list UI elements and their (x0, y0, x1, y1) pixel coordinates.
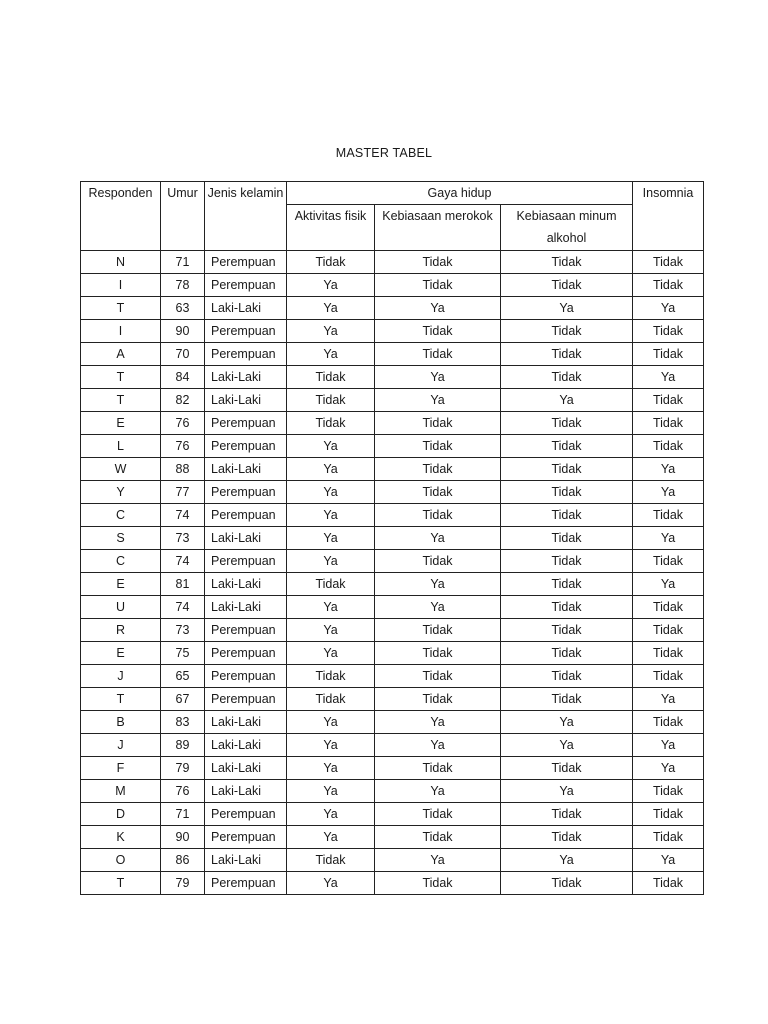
cell-insomnia: Ya (633, 688, 704, 711)
cell-insomnia: Tidak (633, 412, 704, 435)
table-row (81, 343, 704, 366)
table-row (81, 849, 704, 872)
cell-alcohol: Tidak (501, 435, 633, 458)
cell-physical-activity: Ya (287, 711, 375, 734)
cell-respondent: W (81, 458, 161, 481)
cell-gender: Laki-Laki (205, 573, 287, 596)
table-row (81, 734, 704, 757)
cell-insomnia: Ya (633, 481, 704, 504)
cell-smoking: Tidak (375, 642, 501, 665)
cell-smoking: Tidak (375, 320, 501, 343)
cell-smoking: Tidak (375, 412, 501, 435)
cell-smoking: Ya (375, 366, 501, 389)
cell-smoking: Tidak (375, 688, 501, 711)
table-row (81, 550, 704, 573)
cell-alcohol: Tidak (501, 688, 633, 711)
table-row (81, 527, 704, 550)
cell-physical-activity: Ya (287, 274, 375, 297)
cell-alcohol: Tidak (501, 665, 633, 688)
header-physical-activity: Aktivitas fisik (287, 205, 375, 251)
cell-physical-activity: Tidak (287, 251, 375, 274)
cell-age: 67 (161, 688, 205, 711)
cell-age: 79 (161, 757, 205, 780)
cell-respondent: E (81, 573, 161, 596)
cell-insomnia: Tidak (633, 343, 704, 366)
table-row (81, 573, 704, 596)
cell-physical-activity: Ya (287, 504, 375, 527)
cell-gender: Laki-Laki (205, 527, 287, 550)
cell-respondent: C (81, 550, 161, 573)
cell-insomnia: Ya (633, 734, 704, 757)
cell-age: 71 (161, 803, 205, 826)
cell-insomnia: Ya (633, 527, 704, 550)
header-lifestyle: Gaya hidup (287, 182, 633, 205)
cell-smoking: Ya (375, 596, 501, 619)
cell-age: 88 (161, 458, 205, 481)
cell-alcohol: Tidak (501, 550, 633, 573)
cell-smoking: Tidak (375, 872, 501, 895)
cell-age: 79 (161, 872, 205, 895)
cell-smoking: Tidak (375, 458, 501, 481)
cell-physical-activity: Ya (287, 757, 375, 780)
cell-gender: Laki-Laki (205, 734, 287, 757)
cell-gender: Perempuan (205, 343, 287, 366)
cell-smoking: Ya (375, 573, 501, 596)
cell-respondent: E (81, 642, 161, 665)
cell-insomnia: Tidak (633, 550, 704, 573)
cell-physical-activity: Ya (287, 619, 375, 642)
cell-physical-activity: Ya (287, 527, 375, 550)
cell-insomnia: Tidak (633, 389, 704, 412)
cell-insomnia: Tidak (633, 780, 704, 803)
cell-insomnia: Ya (633, 297, 704, 320)
cell-smoking: Tidak (375, 826, 501, 849)
cell-gender: Perempuan (205, 642, 287, 665)
cell-alcohol: Tidak (501, 366, 633, 389)
cell-gender: Laki-Laki (205, 458, 287, 481)
cell-respondent: L (81, 435, 161, 458)
cell-respondent: N (81, 251, 161, 274)
cell-physical-activity: Ya (287, 780, 375, 803)
table-row (81, 872, 704, 895)
cell-insomnia: Tidak (633, 504, 704, 527)
cell-age: 77 (161, 481, 205, 504)
cell-respondent: K (81, 826, 161, 849)
header-alcohol: Kebiasaan minum alkohol (501, 205, 633, 251)
cell-gender: Perempuan (205, 251, 287, 274)
cell-insomnia: Ya (633, 849, 704, 872)
cell-physical-activity: Ya (287, 734, 375, 757)
cell-age: 74 (161, 596, 205, 619)
cell-gender: Laki-Laki (205, 297, 287, 320)
cell-alcohol: Tidak (501, 573, 633, 596)
cell-alcohol: Ya (501, 297, 633, 320)
cell-insomnia: Ya (633, 573, 704, 596)
cell-alcohol: Tidak (501, 527, 633, 550)
table-row (81, 412, 704, 435)
cell-smoking: Tidak (375, 435, 501, 458)
cell-respondent: F (81, 757, 161, 780)
table-row (81, 481, 704, 504)
table-row (81, 596, 704, 619)
cell-smoking: Tidak (375, 803, 501, 826)
cell-respondent: M (81, 780, 161, 803)
cell-smoking: Ya (375, 389, 501, 412)
table-row (81, 642, 704, 665)
cell-gender: Laki-Laki (205, 757, 287, 780)
table-row (81, 757, 704, 780)
cell-alcohol: Tidak (501, 642, 633, 665)
cell-alcohol: Ya (501, 780, 633, 803)
cell-insomnia: Tidak (633, 872, 704, 895)
cell-insomnia: Ya (633, 458, 704, 481)
cell-respondent: E (81, 412, 161, 435)
cell-smoking: Tidak (375, 343, 501, 366)
cell-age: 78 (161, 274, 205, 297)
table-row (81, 780, 704, 803)
cell-physical-activity: Ya (287, 343, 375, 366)
cell-respondent: T (81, 872, 161, 895)
cell-respondent: I (81, 274, 161, 297)
cell-physical-activity: Ya (287, 435, 375, 458)
header-smoking: Kebiasaan merokok (375, 205, 501, 251)
table-row (81, 366, 704, 389)
cell-alcohol: Tidak (501, 872, 633, 895)
header-age: Umur (161, 182, 205, 251)
cell-alcohol: Tidak (501, 826, 633, 849)
cell-age: 75 (161, 642, 205, 665)
cell-physical-activity: Ya (287, 596, 375, 619)
cell-age: 76 (161, 780, 205, 803)
header-gender: Jenis kelamin (205, 182, 287, 251)
cell-age: 82 (161, 389, 205, 412)
cell-physical-activity: Tidak (287, 412, 375, 435)
cell-smoking: Ya (375, 527, 501, 550)
cell-age: 84 (161, 366, 205, 389)
cell-respondent: B (81, 711, 161, 734)
cell-respondent: C (81, 504, 161, 527)
table-body (81, 251, 704, 895)
cell-alcohol: Tidak (501, 458, 633, 481)
cell-insomnia: Tidak (633, 320, 704, 343)
cell-gender: Perempuan (205, 550, 287, 573)
cell-age: 71 (161, 251, 205, 274)
cell-respondent: T (81, 389, 161, 412)
header-insomnia: Insomnia (633, 182, 704, 251)
cell-insomnia: Tidak (633, 711, 704, 734)
cell-smoking: Tidak (375, 550, 501, 573)
cell-physical-activity: Ya (287, 458, 375, 481)
cell-alcohol: Tidak (501, 481, 633, 504)
cell-respondent: S (81, 527, 161, 550)
cell-alcohol: Tidak (501, 596, 633, 619)
cell-respondent: Y (81, 481, 161, 504)
cell-age: 76 (161, 412, 205, 435)
cell-physical-activity: Ya (287, 872, 375, 895)
cell-physical-activity: Tidak (287, 849, 375, 872)
cell-physical-activity: Tidak (287, 688, 375, 711)
cell-alcohol: Tidak (501, 412, 633, 435)
cell-gender: Perempuan (205, 688, 287, 711)
cell-age: 86 (161, 849, 205, 872)
cell-age: 83 (161, 711, 205, 734)
cell-respondent: O (81, 849, 161, 872)
cell-respondent: A (81, 343, 161, 366)
cell-respondent: T (81, 297, 161, 320)
cell-age: 89 (161, 734, 205, 757)
cell-smoking: Tidak (375, 481, 501, 504)
cell-physical-activity: Ya (287, 826, 375, 849)
master-table (80, 181, 704, 895)
cell-alcohol: Ya (501, 389, 633, 412)
table-row (81, 251, 704, 274)
cell-alcohol: Tidak (501, 251, 633, 274)
cell-age: 76 (161, 435, 205, 458)
cell-alcohol: Tidak (501, 274, 633, 297)
cell-alcohol: Tidak (501, 504, 633, 527)
cell-age: 70 (161, 343, 205, 366)
cell-physical-activity: Ya (287, 481, 375, 504)
table-row (81, 711, 704, 734)
table-row (81, 826, 704, 849)
table-row (81, 803, 704, 826)
table-row (81, 619, 704, 642)
cell-age: 65 (161, 665, 205, 688)
cell-age: 90 (161, 320, 205, 343)
cell-gender: Perempuan (205, 274, 287, 297)
cell-gender: Perempuan (205, 481, 287, 504)
cell-insomnia: Tidak (633, 596, 704, 619)
table-row (81, 504, 704, 527)
cell-gender: Perempuan (205, 826, 287, 849)
table-row (81, 274, 704, 297)
cell-gender: Perempuan (205, 619, 287, 642)
cell-gender: Laki-Laki (205, 780, 287, 803)
cell-respondent: D (81, 803, 161, 826)
table-row (81, 389, 704, 412)
cell-insomnia: Tidak (633, 274, 704, 297)
cell-physical-activity: Ya (287, 550, 375, 573)
cell-gender: Perempuan (205, 665, 287, 688)
cell-gender: Perempuan (205, 504, 287, 527)
cell-respondent: U (81, 596, 161, 619)
cell-gender: Perempuan (205, 435, 287, 458)
table-row (81, 688, 704, 711)
cell-physical-activity: Tidak (287, 573, 375, 596)
cell-alcohol: Ya (501, 734, 633, 757)
cell-insomnia: Tidak (633, 251, 704, 274)
cell-smoking: Tidak (375, 665, 501, 688)
cell-respondent: T (81, 688, 161, 711)
table-row (81, 320, 704, 343)
cell-respondent: J (81, 734, 161, 757)
cell-alcohol: Tidak (501, 803, 633, 826)
cell-respondent: J (81, 665, 161, 688)
cell-physical-activity: Ya (287, 642, 375, 665)
cell-insomnia: Tidak (633, 435, 704, 458)
cell-smoking: Ya (375, 780, 501, 803)
table-row (81, 435, 704, 458)
cell-gender: Perempuan (205, 803, 287, 826)
table-row (81, 458, 704, 481)
cell-insomnia: Ya (633, 366, 704, 389)
cell-age: 73 (161, 619, 205, 642)
cell-gender: Laki-Laki (205, 366, 287, 389)
cell-alcohol: Tidak (501, 619, 633, 642)
cell-gender: Perempuan (205, 320, 287, 343)
cell-smoking: Tidak (375, 274, 501, 297)
cell-smoking: Ya (375, 849, 501, 872)
cell-physical-activity: Tidak (287, 665, 375, 688)
cell-gender: Laki-Laki (205, 596, 287, 619)
cell-gender: Laki-Laki (205, 711, 287, 734)
cell-respondent: T (81, 366, 161, 389)
cell-alcohol: Ya (501, 849, 633, 872)
cell-physical-activity: Ya (287, 320, 375, 343)
cell-respondent: R (81, 619, 161, 642)
cell-smoking: Tidak (375, 757, 501, 780)
cell-age: 73 (161, 527, 205, 550)
cell-gender: Perempuan (205, 872, 287, 895)
cell-age: 81 (161, 573, 205, 596)
cell-age: 90 (161, 826, 205, 849)
cell-physical-activity: Tidak (287, 389, 375, 412)
cell-physical-activity: Ya (287, 803, 375, 826)
cell-physical-activity: Tidak (287, 366, 375, 389)
cell-gender: Laki-Laki (205, 389, 287, 412)
cell-respondent: I (81, 320, 161, 343)
cell-insomnia: Tidak (633, 826, 704, 849)
cell-age: 74 (161, 550, 205, 573)
cell-alcohol: Ya (501, 711, 633, 734)
header-respondent: Responden (81, 182, 161, 251)
cell-insomnia: Tidak (633, 642, 704, 665)
cell-smoking: Ya (375, 711, 501, 734)
cell-smoking: Ya (375, 297, 501, 320)
table-row (81, 665, 704, 688)
cell-insomnia: Ya (633, 757, 704, 780)
cell-age: 63 (161, 297, 205, 320)
cell-insomnia: Tidak (633, 619, 704, 642)
cell-alcohol: Tidak (501, 320, 633, 343)
cell-alcohol: Tidak (501, 757, 633, 780)
cell-insomnia: Tidak (633, 665, 704, 688)
cell-smoking: Tidak (375, 619, 501, 642)
table-row (81, 297, 704, 320)
cell-smoking: Tidak (375, 251, 501, 274)
cell-insomnia: Tidak (633, 803, 704, 826)
cell-smoking: Tidak (375, 504, 501, 527)
cell-gender: Perempuan (205, 412, 287, 435)
cell-age: 74 (161, 504, 205, 527)
cell-alcohol: Tidak (501, 343, 633, 366)
cell-smoking: Ya (375, 734, 501, 757)
page-title: MASTER TABEL (335, 146, 433, 160)
cell-gender: Laki-Laki (205, 849, 287, 872)
cell-physical-activity: Ya (287, 297, 375, 320)
